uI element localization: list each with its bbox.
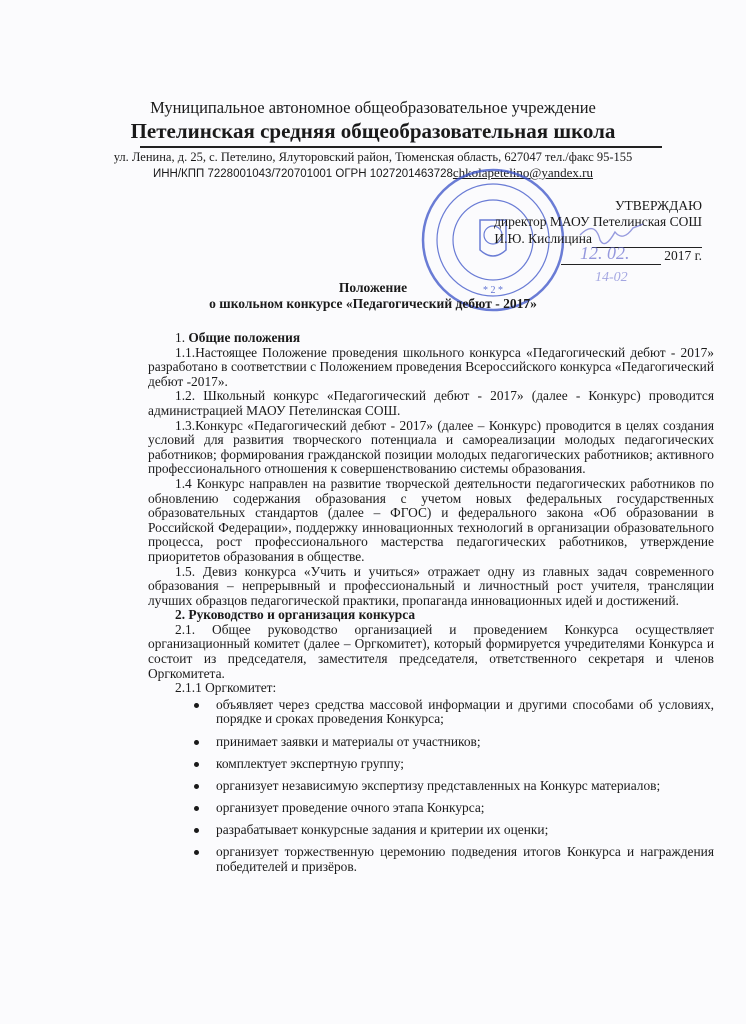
approver-name: И.Ю. Кислицина	[494, 230, 592, 246]
list-item: организует торжественную церемонию подведения итогов Конкурса и награждения победителей и призёров.	[190, 845, 714, 874]
school-requisites	[0, 165, 746, 181]
document-body	[148, 331, 714, 882]
org-type: Муниципальное автономное общеобразовательное учреждение	[150, 98, 596, 117]
paragraph-1-4: 1.4 Конкурс направлен на развитие творческой деятельности педагогических работников по обновлению содержания образования с учетом новых федеральных государственных образовательных стандартов (далее – ФГОС) и федерального закона «Об образовании в Российской Федерации», поддержку инновационных технологий в организации образовательного процесса, рост профессионального мастерства педагогических работников, утверждение приоритетов образования в обществе.	[148, 475, 714, 564]
committee-duties-list	[148, 698, 714, 874]
list-item: принимает заявки и материалы от участников;	[190, 735, 714, 750]
list-item: комплектует экспертную группу;	[190, 757, 714, 772]
approval-heading: УТВЕРЖДАЮ	[614, 198, 702, 213]
paragraph-1-1: 1.1.Настоящее Положение проведения школьного конкурса «Педагогический дебют - 2017» разработано в соответствии с Положением проведения Всероссийского конкурса «Педагогический дебют -2017».	[148, 344, 714, 389]
paragraph-2-1: 2.1. Общее руководство организацией и проведением Конкурса осуществляет организационный комитет (далее – Оргкомитет), который формируется учредителями Конкурса и состоит из председателя, заместителя председателя, ответственного секретаря и членов Оргкомитета.	[148, 621, 714, 681]
list-item: объявляет через средства массовой информации и другими способами об условиях, порядке и сроках проведения Конкурса;	[190, 698, 714, 727]
list-item: организует независимую экспертизу представленных на Конкурс материалов;	[190, 779, 714, 794]
section-2-heading: 2. Руководство и организация конкурса	[175, 607, 416, 623]
paragraph-1-3: 1.3.Конкурс «Педагогический дебют - 2017» (далее – Конкурс) проводится в целях создания условий для развития творческого потенциала и самореализации молодых педагогических работников; формирования гражданской позиции молодых педагогических работников; активного профессионального отношения к совершенствованию системы образования.	[148, 417, 714, 477]
list-item: организует проведение очного этапа Конкурса;	[190, 801, 714, 816]
approver-position: директор МАОУ Петелинская СОШ	[494, 214, 702, 230]
paragraph-1-2: 1.2. Школьный конкурс «Педагогический дебют - 2017» (далее - Конкурс) проводится администрацией МАОУ Петелинская СОШ.	[148, 388, 714, 418]
inn-text: ИНН/КПП 7228001043/720701001 ОГРН 1027201463728	[152, 168, 453, 180]
section-1-heading: 1. Общие положения	[175, 330, 301, 345]
list-item: разрабатывает конкурсные задания и критерии их оценки;	[190, 823, 714, 838]
approval-year: 2017 г.	[664, 247, 702, 263]
school-name: Петелинская средняя общеобразовательная школа	[130, 119, 616, 143]
school-address: ул. Ленина, д. 25, с. Петелино, Ялуторовский район, Тюменская область, 627047 тел./факс 95-155	[113, 150, 633, 164]
paragraph-1-5: 1.5. Девиз конкурса «Учить и учиться» отражает одну из главных задач современного образования – непрерывный и профессиональный и личностный рост учителя, трансляции лучших образцов педагогической практики, пропаганда инновационных идей и достижений.	[148, 563, 714, 608]
paragraph-2-1-1: 2.1.1 Оргкомитет:	[175, 680, 277, 696]
stamp-number: * 2 *	[483, 285, 503, 296]
title-line-2: о школьном конкурсе «Педагогический дебют - 2017»	[209, 296, 537, 311]
document-title	[0, 280, 746, 312]
title-line-1: Положение	[338, 280, 408, 295]
handwritten-note: 14-02	[595, 270, 628, 285]
handwritten-date: 12. 02.	[580, 243, 630, 263]
header-divider	[140, 146, 662, 148]
email-link[interactable]: chkolapetelino@yandex.ru	[452, 165, 594, 180]
